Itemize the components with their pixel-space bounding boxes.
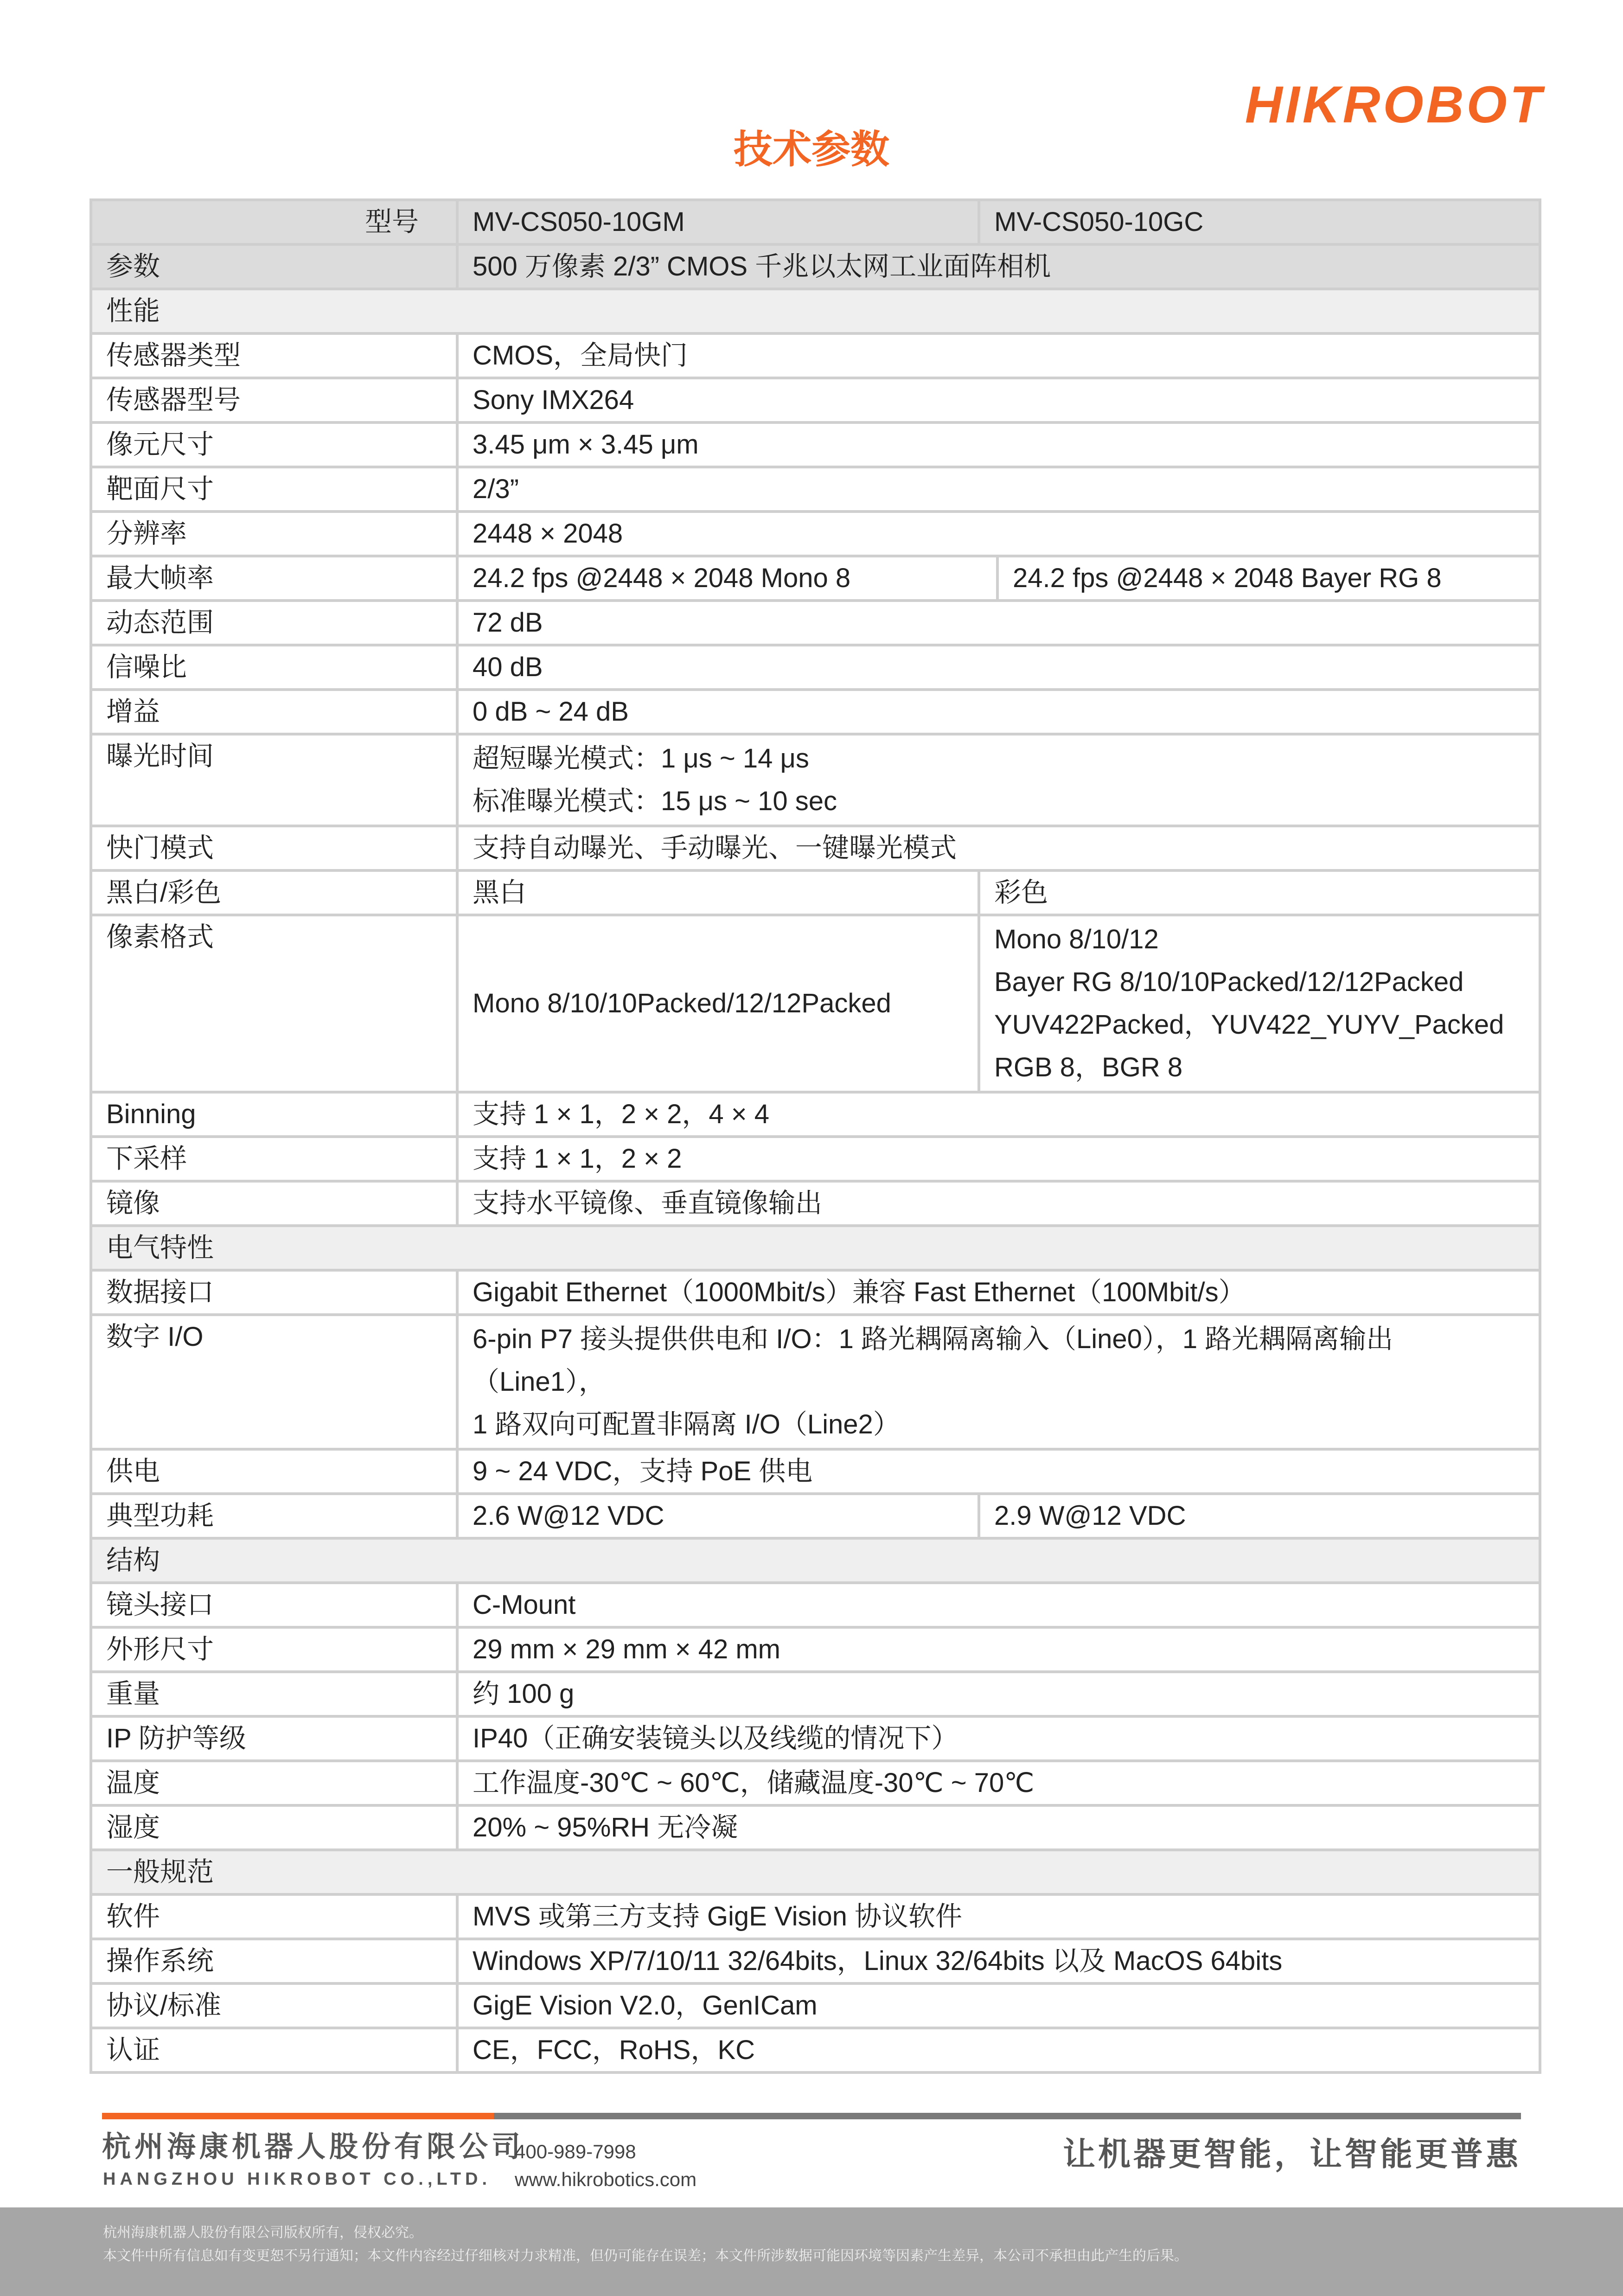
section-row <box>91 289 1540 333</box>
spec-row <box>91 2028 1540 2072</box>
spec-row <box>91 1449 1540 1494</box>
param-value: 支持 1 × 1，2 × 2 <box>457 1137 1540 1181</box>
header-row-model <box>91 200 1540 244</box>
section-title: 电气特性 <box>91 1226 1540 1270</box>
spec-row <box>91 333 1540 378</box>
spec-row <box>91 512 1540 556</box>
param-name: 信噪比 <box>91 645 457 690</box>
param-value: 支持水平镜像、垂直镜像输出 <box>457 1181 1540 1226</box>
footer-divider <box>494 2113 1521 2119</box>
spec-row <box>91 1805 1540 1850</box>
param-value: 20% ~ 95%RH 无冷凝 <box>457 1805 1540 1850</box>
param-name: 像素格式 <box>91 915 457 1092</box>
section-row <box>91 1850 1540 1894</box>
slogan: 让机器更智能，让智能更普惠 <box>1063 2135 1521 2173</box>
spec-table <box>89 198 1541 2074</box>
company-name-en: HANGZHOU HIKROBOT CO.,LTD. <box>103 2169 492 2189</box>
param-value: Gigabit Ethernet（1000Mbit/s）兼容 Fast Ethernet（100Mbit/s） <box>457 1270 1540 1315</box>
param-value: 40 dB <box>457 645 1540 690</box>
param-name: 数据接口 <box>91 1270 457 1315</box>
spec-row <box>91 1494 1540 1538</box>
website-link[interactable]: www.hikrobotics.com <box>515 2168 697 2190</box>
spec-row <box>91 556 1540 601</box>
spec-row <box>91 645 1540 690</box>
value-line: 标准曝光模式：15 μs ~ 10 sec <box>473 786 837 816</box>
param-value-gm: 黑白 <box>457 870 979 915</box>
spec-row <box>91 1092 1540 1137</box>
spec-row <box>91 826 1540 870</box>
section-title: 性能 <box>91 289 1540 333</box>
model-2: MV-CS050-10GC <box>979 200 1540 244</box>
param-value-gm: 2.6 W@12 VDC <box>457 1494 979 1538</box>
spec-row <box>91 1270 1540 1315</box>
value-line: 超短曝光模式：1 μs ~ 14 μs <box>473 743 809 774</box>
section-row <box>91 1538 1540 1583</box>
model-1: MV-CS050-10GM <box>457 200 979 244</box>
param-name: 认证 <box>91 2028 457 2072</box>
param-name: 操作系统 <box>91 1939 457 1983</box>
spec-row <box>91 1137 1540 1181</box>
param-value: 支持 1 × 1，2 × 2，4 × 4 <box>457 1092 1540 1137</box>
param-name: IP 防护等级 <box>91 1716 457 1761</box>
copyright-notice: 杭州海康机器人股份有限公司版权所有，侵权必究。 <box>103 2225 423 2241</box>
param-name: 温度 <box>91 1761 457 1805</box>
param-name: 数字 I/O <box>91 1315 457 1449</box>
param-name: 重量 <box>91 1672 457 1716</box>
phone-number: 400-989-7998 <box>515 2141 636 2162</box>
param-value: 72 dB <box>457 601 1540 645</box>
param-name: 最大帧率 <box>91 556 457 601</box>
spec-row <box>91 467 1540 512</box>
disclaimer-notice: 本文件中所有信息如有变更恕不另行通知；本文件内容经过仔细核对力求精准，但仍可能存在误差；本文件所涉数据可能因环境等因素产生差异，本公司不承担由此产生的后果。 <box>103 2248 1188 2264</box>
product-description: 500 万像素 2/3” CMOS 千兆以太网工业面阵相机 <box>457 244 1540 289</box>
spec-row <box>91 422 1540 467</box>
spec-row <box>91 1716 1540 1761</box>
param-value: GigE Vision V2.0，GenICam <box>457 1983 1540 2028</box>
param-name: 增益 <box>91 690 457 734</box>
param-name: 像元尺寸 <box>91 422 457 467</box>
value-line: 6-pin P7 接头提供供电和 I/O：1 路光耦隔离输入（Line0），1 路光耦隔离输出（Line1）， <box>473 1324 1393 1397</box>
spec-row <box>91 1627 1540 1672</box>
param-value: C-Mount <box>457 1583 1540 1627</box>
param-name: 黑白/彩色 <box>91 870 457 915</box>
param-value-gc: 彩色 <box>979 870 1540 915</box>
page-title: 技术参数 <box>733 127 889 172</box>
spec-row <box>91 1583 1540 1627</box>
hikrobot-logo: HIKROBOT <box>1245 76 1544 134</box>
param-name: 典型功耗 <box>91 1494 457 1538</box>
section-title: 结构 <box>91 1538 1540 1583</box>
param-value-gc <box>979 915 1540 1092</box>
value-line: YUV422Packed，YUV422_YUYV_Packed <box>994 1010 1504 1040</box>
param-name: 下采样 <box>91 1137 457 1181</box>
param-name: 曝光时间 <box>91 734 457 826</box>
param-name: 软件 <box>91 1894 457 1939</box>
spec-row <box>91 1672 1540 1716</box>
param-value: 2448 × 2048 <box>457 512 1540 556</box>
value-line: RGB 8，BGR 8 <box>994 1052 1183 1082</box>
contact-info <box>515 2138 696 2194</box>
param-value: Windows XP/7/10/11 32/64bits，Linux 32/64bits 以及 MacOS 64bits <box>457 1939 1540 1983</box>
param-value-gm: 24.2 fps @2448 × 2048 Mono 8 <box>457 556 997 601</box>
param-name: 镜像 <box>91 1181 457 1226</box>
param-value: 约 100 g <box>457 1672 1540 1716</box>
param-name: 传感器型号 <box>91 378 457 422</box>
param-value: IP40（正确安装镜头以及线缆的情况下） <box>457 1716 1540 1761</box>
spec-row <box>91 734 1540 826</box>
param-label: 参数 <box>91 244 457 289</box>
param-value-gc: 2.9 W@12 VDC <box>979 1494 1540 1538</box>
spec-row <box>91 1983 1540 2028</box>
value-line: Bayer RG 8/10/10Packed/12/12Packed <box>994 967 1464 997</box>
company-name-cn: 杭州海康机器人股份有限公司 <box>102 2130 524 2163</box>
param-value <box>457 734 1540 826</box>
param-value: 支持自动曝光、手动曝光、一键曝光模式 <box>457 826 1540 870</box>
param-value: CE，FCC，RoHS，KC <box>457 2028 1540 2072</box>
spec-row <box>91 1939 1540 1983</box>
model-label: 型号 <box>91 200 457 244</box>
spec-row <box>91 690 1540 734</box>
param-value: CMOS，全局快门 <box>457 333 1540 378</box>
section-row <box>91 1226 1540 1270</box>
param-value-gc: 24.2 fps @2448 × 2048 Bayer RG 8 <box>997 556 1540 601</box>
param-name: 外形尺寸 <box>91 1627 457 1672</box>
param-name: 分辨率 <box>91 512 457 556</box>
param-name: 传感器类型 <box>91 333 457 378</box>
param-name: Binning <box>91 1092 457 1137</box>
footer-accent-bar <box>102 2113 494 2119</box>
param-name: 动态范围 <box>91 601 457 645</box>
param-value: 0 dB ~ 24 dB <box>457 690 1540 734</box>
spec-row <box>91 915 1540 1092</box>
header-row-param <box>91 244 1540 289</box>
spec-row <box>91 601 1540 645</box>
param-name: 协议/标准 <box>91 1983 457 2028</box>
value-line: Mono 8/10/12 <box>994 924 1159 954</box>
param-name: 湿度 <box>91 1805 457 1850</box>
param-value: 3.45 μm × 3.45 μm <box>457 422 1540 467</box>
spec-row <box>91 1761 1540 1805</box>
spec-row <box>91 1315 1540 1449</box>
param-value: 2/3” <box>457 467 1540 512</box>
spec-row <box>91 1181 1540 1226</box>
param-value: 29 mm × 29 mm × 42 mm <box>457 1627 1540 1672</box>
value-line: 1 路双向可配置非隔离 I/O（Line2） <box>473 1409 900 1439</box>
param-value: 工作温度-30℃ ~ 60℃，储藏温度-30℃ ~ 70℃ <box>457 1761 1540 1805</box>
spec-row <box>91 870 1540 915</box>
param-value: 9 ~ 24 VDC，支持 PoE 供电 <box>457 1449 1540 1494</box>
spec-row <box>91 378 1540 422</box>
param-value: MVS 或第三方支持 GigE Vision 协议软件 <box>457 1894 1540 1939</box>
param-value <box>457 1315 1540 1449</box>
param-name: 靶面尺寸 <box>91 467 457 512</box>
param-value-gm: Mono 8/10/10Packed/12/12Packed <box>457 915 979 1092</box>
param-name: 快门模式 <box>91 826 457 870</box>
param-name: 供电 <box>91 1449 457 1494</box>
section-title: 一般规范 <box>91 1850 1540 1894</box>
param-value: Sony IMX264 <box>457 378 1540 422</box>
param-name: 镜头接口 <box>91 1583 457 1627</box>
spec-row <box>91 1894 1540 1939</box>
